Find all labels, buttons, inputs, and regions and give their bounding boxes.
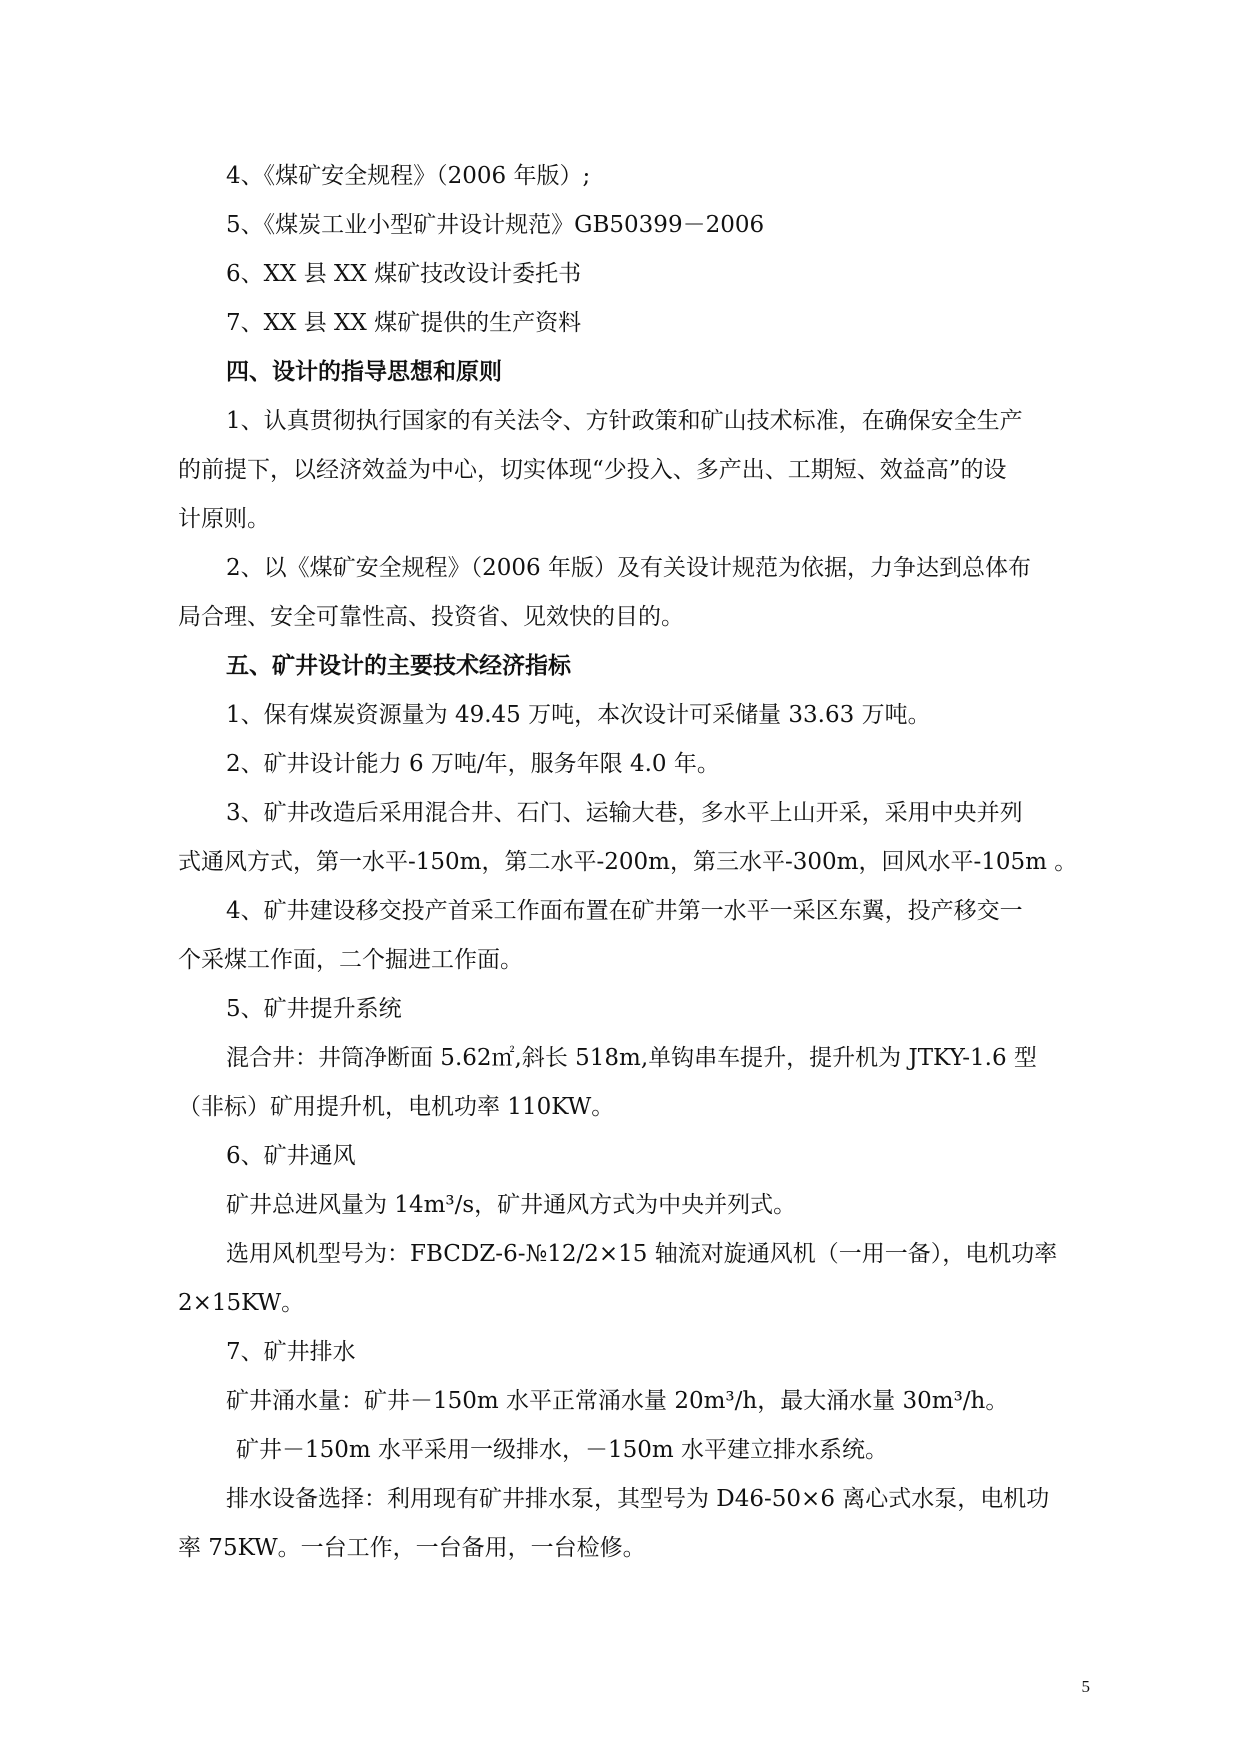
text-line: 混合井：井筒净断面 5.62㎡,斜长 518m,单钩串车提升，提升机为 JTKY-1.6 型	[226, 1045, 1037, 1071]
text-line: 4、《煤矿安全规程》（2006 年版）;	[226, 163, 591, 189]
text-line: 4、矿井建设移交投产首采工作面布置在矿井第一水平一采区东翼，投产移交一	[226, 898, 1023, 924]
paragraph	[178, 740, 1093, 789]
paragraph	[178, 1230, 1093, 1328]
text-line: 矿井涌水量：矿井－150m 水平正常涌水量 20m³/h，最大涌水量 30m³/h。	[226, 1388, 1009, 1414]
text-line: 3、矿井改造后采用混合井、石门、运输大巷，多水平上山开采，采用中央并列	[226, 800, 1023, 826]
paragraph	[178, 250, 1093, 299]
paragraph	[178, 201, 1093, 250]
text-line: 2、矿井设计能力 6 万吨/年，服务年限 4.0 年。	[226, 751, 720, 777]
text-line: 局合理、安全可靠性高、投资省、见效快的目的。	[178, 604, 684, 630]
text-line: 1、保有煤炭资源量为 49.45 万吨，本次设计可采储量 33.63 万吨。	[226, 702, 931, 728]
paragraph	[178, 1426, 1093, 1475]
text-line: 四、设计的指导思想和原则	[226, 359, 502, 385]
paragraph	[178, 397, 1093, 544]
paragraph	[178, 985, 1093, 1034]
page-number: 5	[1081, 1677, 1090, 1696]
paragraph	[178, 1132, 1093, 1181]
paragraph	[178, 1377, 1093, 1426]
text-line: 2×15KW。	[178, 1290, 305, 1316]
paragraph	[178, 1475, 1093, 1573]
text-line: 五、矿井设计的主要技术经济指标	[226, 653, 571, 679]
text-line: 选用风机型号为：FBCDZ-6-№12/2×15 轴流对旋通风机（一用一备），电机功率	[226, 1241, 1058, 1267]
text-line: 5、矿井提升系统	[226, 996, 402, 1022]
text-line: 计原则。	[178, 506, 270, 532]
text-line: 式通风方式，第一水平-150m，第二水平-200m，第三水平-300m，回风水平-105m 。	[178, 849, 1078, 875]
text-line: 矿井总进风量为 14m³/s，矿井通风方式为中央并列式。	[226, 1192, 797, 1218]
text-line: （非标）矿用提升机，电机功率 110KW。	[178, 1094, 615, 1120]
text-line: 排水设备选择：利用现有矿井排水泵，其型号为 D46-50×6 离心式水泵，电机功	[226, 1486, 1050, 1512]
paragraph	[178, 544, 1093, 642]
text-line: 1、认真贯彻执行国家的有关法令、方针政策和矿山技术标准，在确保安全生产	[226, 408, 1023, 434]
paragraph	[178, 1328, 1093, 1377]
paragraph	[178, 887, 1093, 985]
text-line: 率 75KW。一台工作，一台备用，一台检修。	[178, 1535, 646, 1561]
paragraph	[178, 1181, 1093, 1230]
text-line: 个采煤工作面，二个掘进工作面。	[178, 947, 523, 973]
paragraph	[178, 691, 1093, 740]
section-heading	[178, 642, 1093, 691]
paragraph	[178, 152, 1093, 201]
text-line: 6、XX 县 XX 煤矿技改设计委托书	[226, 261, 582, 287]
text-line: 7、矿井排水	[226, 1339, 356, 1365]
text-line: 6、矿井通风	[226, 1143, 356, 1169]
text-line: 矿井－150m 水平采用一级排水，－150m 水平建立排水系统。	[236, 1437, 889, 1463]
text-line: 5、《煤炭工业小型矿井设计规范》GB50399－2006	[226, 212, 765, 238]
paragraph	[178, 1034, 1093, 1132]
document-body	[178, 152, 1093, 1573]
text-line: 2、以《煤矿安全规程》（2006 年版）及有关设计规范为依据，力争达到总体布	[226, 555, 1031, 581]
text-line: 的前提下，以经济效益为中心，切实体现“少投入、多产出、工期短、效益高”的设	[178, 457, 1007, 483]
paragraph	[178, 299, 1093, 348]
paragraph	[178, 789, 1093, 887]
section-heading	[178, 348, 1093, 397]
text-line: 7、XX 县 XX 煤矿提供的生产资料	[226, 310, 582, 336]
